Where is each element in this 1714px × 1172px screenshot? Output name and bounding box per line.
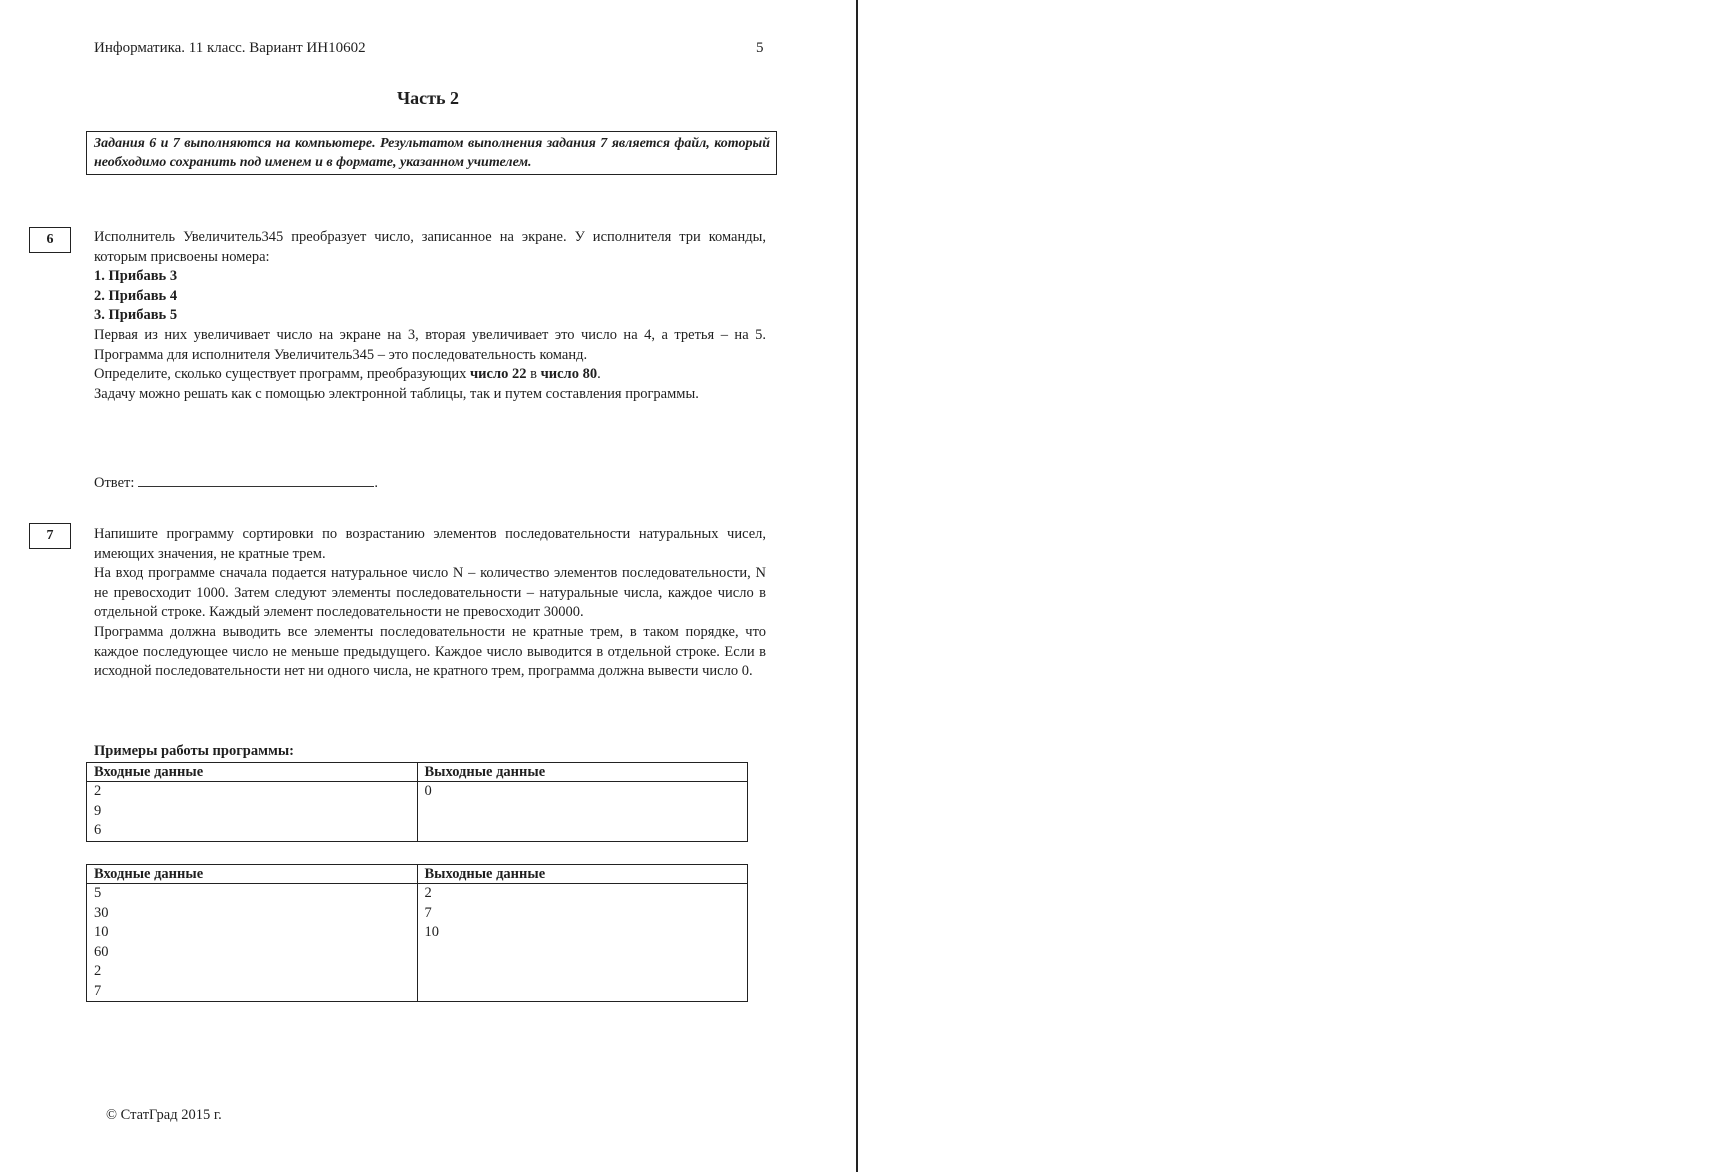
task-6-number: 6 [29, 227, 71, 253]
blank-page [858, 0, 1714, 1172]
column-header-input: Входные данные [87, 865, 418, 884]
example-1-output: 0 [417, 782, 748, 842]
answer-label: Ответ: [94, 475, 135, 491]
column-header-input: Входные данные [87, 763, 418, 782]
page-footer: © СтатГрад 2015 г. [106, 1107, 222, 1123]
answer-field: Ответ: . [94, 472, 378, 492]
task-7-paragraph-3: Программа должна выводить все элементы последовательности не кратные трем, в таком порядке, что каждое последующее число не меньше предыдущего. Каждое число выводится в отдельной строке. Если в исходной последовательности нет ни одного числа, не кратного трем, программа должна вывести число 0. [94, 623, 766, 680]
column-header-output: Выходные данные [417, 763, 748, 782]
instruction-box: Задания 6 и 7 выполняются на компьютере. Результатом выполнения задания 7 является файл, который необходимо сохранить под именем и в формате, указанном учителем. [86, 131, 777, 175]
page-header: Информатика. 11 класс. Вариант ИН10602 [94, 40, 366, 56]
example-table-2 [86, 864, 748, 1002]
column-header-output: Выходные данные [417, 865, 748, 884]
example-1-input: 2 9 6 [87, 782, 418, 842]
example-2-output: 2 7 10 [417, 884, 748, 1002]
task-6-command-1: 1. Прибавь 3 [94, 268, 178, 285]
section-title: Часть 2 [396, 88, 460, 108]
example-2-input: 5 30 10 60 2 7 [87, 884, 418, 1002]
answer-line [138, 472, 374, 487]
task-7-paragraph-2: На вход программе сначала подается натуральное число N – количество элементов последовательности, N не превосходит 1000. Затем следуют элементы последовательности – натуральные числа, каждое число в отдельной строке. Каждый элемент последовательности не превосходит 30000. [94, 565, 766, 621]
task-7-paragraph-1: Напишите программу сортировки по возрастанию элементов последовательности натуральных чисел, имеющих значения, не кратные трем. [94, 526, 766, 562]
page-number: 5 [756, 40, 764, 56]
task-6-command-2: 2. Прибавь 4 [94, 287, 178, 304]
task-6-command-3: 3. Прибавь 5 [94, 307, 178, 324]
task-7-number: 7 [29, 523, 71, 549]
task-6-intro: Исполнитель Увеличитель345 преобразует число, записанное на экране. У исполнителя три команды, которым присвоены номера: [94, 229, 766, 265]
examples-title: Примеры работы программы: [94, 743, 294, 759]
task-6-description: Первая из них увеличивает число на экране на 3, вторая увеличивает это число на 4, а третья – на 5. Программа для исполнителя Увеличитель345 – это последовательность команд. [94, 326, 766, 363]
task-6-hint: Задачу можно решать как с помощью электронной таблицы, так и путем составления программы. [94, 385, 699, 402]
document-page [0, 0, 856, 1172]
example-table-1 [86, 762, 748, 842]
task-6-question: Определите, сколько существует программ, преобразующих число 22 в число 80. [94, 366, 601, 383]
task-6-body [94, 228, 766, 404]
task-7-body [94, 525, 766, 682]
